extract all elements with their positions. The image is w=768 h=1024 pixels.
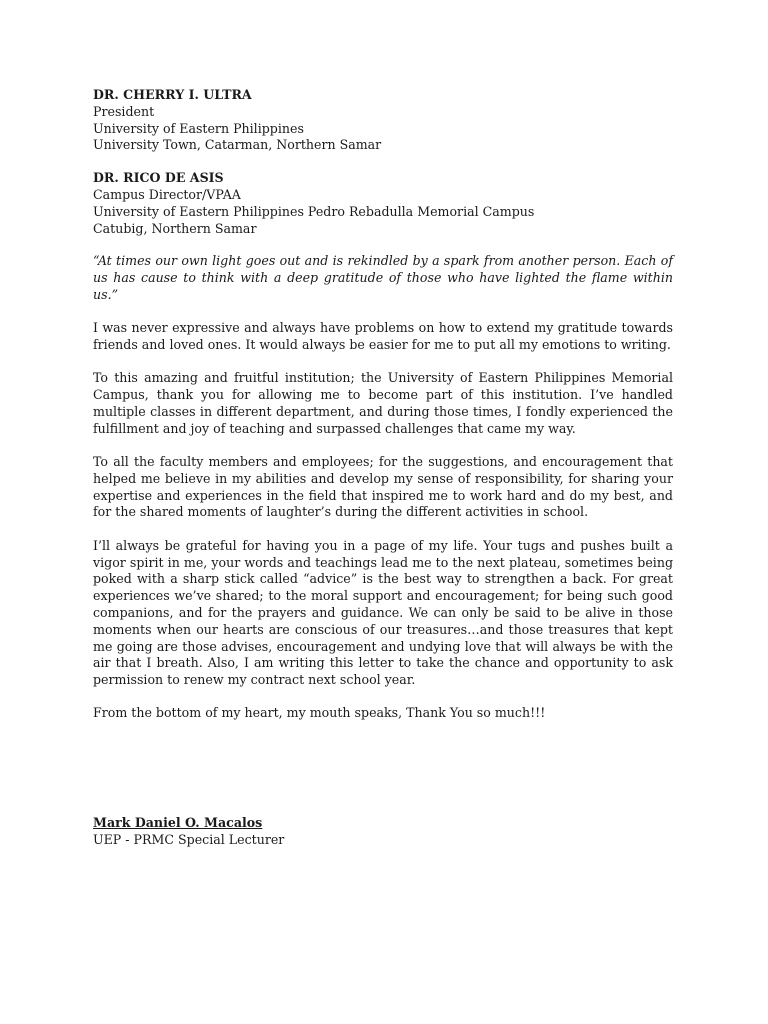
- closing-line: From the bottom of my heart, my mouth speaks, Thank You so much!!!: [93, 705, 546, 721]
- letter-page: [93, 87, 673, 849]
- opening-quote: “At times our own light goes out and is rekindled by a spark from another person. Each of us has cause to think with a deep gratitude of those who have lighted the flame within us.”: [93, 253, 673, 302]
- signatory-title: UEP - PRMC Special Lecturer: [93, 832, 285, 847]
- recipient-institution: University of Eastern Philippines Pedro Rebadulla Memorial Campus: [93, 203, 535, 219]
- recipient-block-1: [93, 87, 673, 154]
- recipient-block-2: [93, 170, 673, 237]
- recipient-name: DR. RICO DE ASIS: [93, 170, 224, 186]
- recipient-address: University Town, Catarman, Northern Samar: [93, 137, 382, 153]
- body-paragraph-3: To all the faculty members and employees; for the suggestions, and encouragement that helped me believe in my abilities and develop my sense of responsibility, for sharing your expertise and experiences in the field that inspired me to work hard and do my best, and for the shared moments of laughter’s during the different activities in school.: [93, 454, 673, 520]
- signature-block: [93, 815, 673, 849]
- body-paragraph-2: To this amazing and fruitful institution; the University of Eastern Philippines Memorial Campus, thank you for allowing me to become part of this institution. I’ve handled multiple classes in different department, and during those times, I fondly experienced the fulfillment and joy of teaching and surpassed challenges that came my way.: [93, 370, 673, 436]
- signatory-name: Mark Daniel O. Macalos: [93, 815, 263, 831]
- recipient-institution: University of Eastern Philippines: [93, 120, 304, 136]
- recipient-title: President: [93, 103, 155, 119]
- recipient-title: Campus Director/VPAA: [93, 186, 241, 202]
- recipient-address: Catubig, Northern Samar: [93, 220, 257, 236]
- body-paragraph-1: I was never expressive and always have problems on how to extend my gratitude towards friends and loved ones. It would always be easier for me to put all my emotions to writing.: [93, 320, 673, 353]
- recipient-name: DR. CHERRY I. ULTRA: [93, 87, 252, 102]
- body-paragraph-4: I’ll always be grateful for having you in a page of my life. Your tugs and pushes built a vigor spirit in me, your words and teachings lead me to the next plateau, sometimes being poked with a sharp stick called “advice” is the best way to strengthen a back. For great experiences we’ve shared; to the moral support and encouragement; for being such good companions, and for the prayers and guidance. We can only be said to be alive in those moments when our hearts are conscious of our treasures…and those treasures that kept me going are those advises, encouragement and undying love that will always be with the air that I breath. Also, I am writing this letter to take the chance and opportunity to ask permission to renew my contract next school year.: [93, 537, 673, 688]
